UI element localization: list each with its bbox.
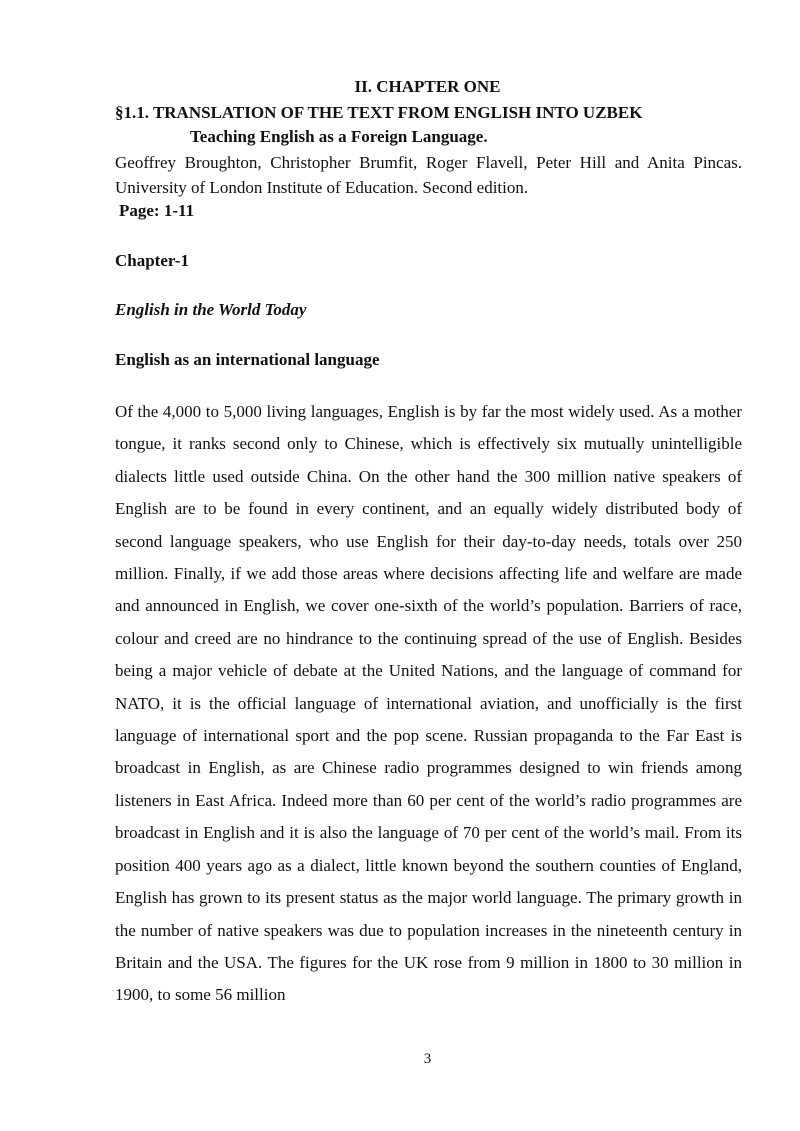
section-heading: §1.1. TRANSLATION OF THE TEXT FROM ENGLISH INTO UZBEK [115,103,643,122]
body-paragraph: Of the 4,000 to 5,000 living languages, English is by far the most widely used. As a mother tongue, it ranks second only to Chinese, which is effectively six mutually unintelligible dialects little used outside China. On the other hand the 300 million native speakers of English are to be found in every continent, and an equally widely distributed body of second language speakers, who use English for their day-to-day needs, totals over 250 million. Finally, if we add those areas where decisions affecting life and welfare are made and announced in English, we cover one-sixth of the world’s population. Barriers of race, colour and creed are no hindrance to the continuing spread of the use of English. Besides being a major vehicle of debate at the United Nations, and the language of command for NATO, it is the official language of international aviation, and unofficially is the first language of international sport and the pop scene. Russian propaganda to the Far East is broadcast in English, as are Chinese radio programmes designed to win friends among listeners in East Africa. Indeed more than 60 per cent of the world’s radio programmes are broadcast in English and it is also the language of 70 per cent of the world’s mail. From its position 400 years ago as a dialect, little known beyond the southern counties of England, English has grown to its present status as the major world language. The primary growth in the number of native speakers was due to population increases in the nineteenth century in Britain and the USA. The figures for the UK rose from 9 million in 1800 to 30 million in 1900, to some 56 million [115,402,742,1005]
chapter-label: Chapter-1 [115,251,189,270]
page-reference: Page: 1-11 [119,201,195,220]
page-number: 3 [423,1051,432,1067]
chapter-title: English in the World Today [115,300,307,319]
authors-citation: Geoffrey Broughton, Christopher Brumfit, Roger Flavell, Peter Hill and Anita Pincas. University of London Institute of Education. Second edition. [115,153,742,197]
book-title: Teaching English as a Foreign Language. [190,127,488,146]
chapter-heading: II. CHAPTER ONE [354,77,501,96]
subsection-title: English as an international language [115,350,380,369]
